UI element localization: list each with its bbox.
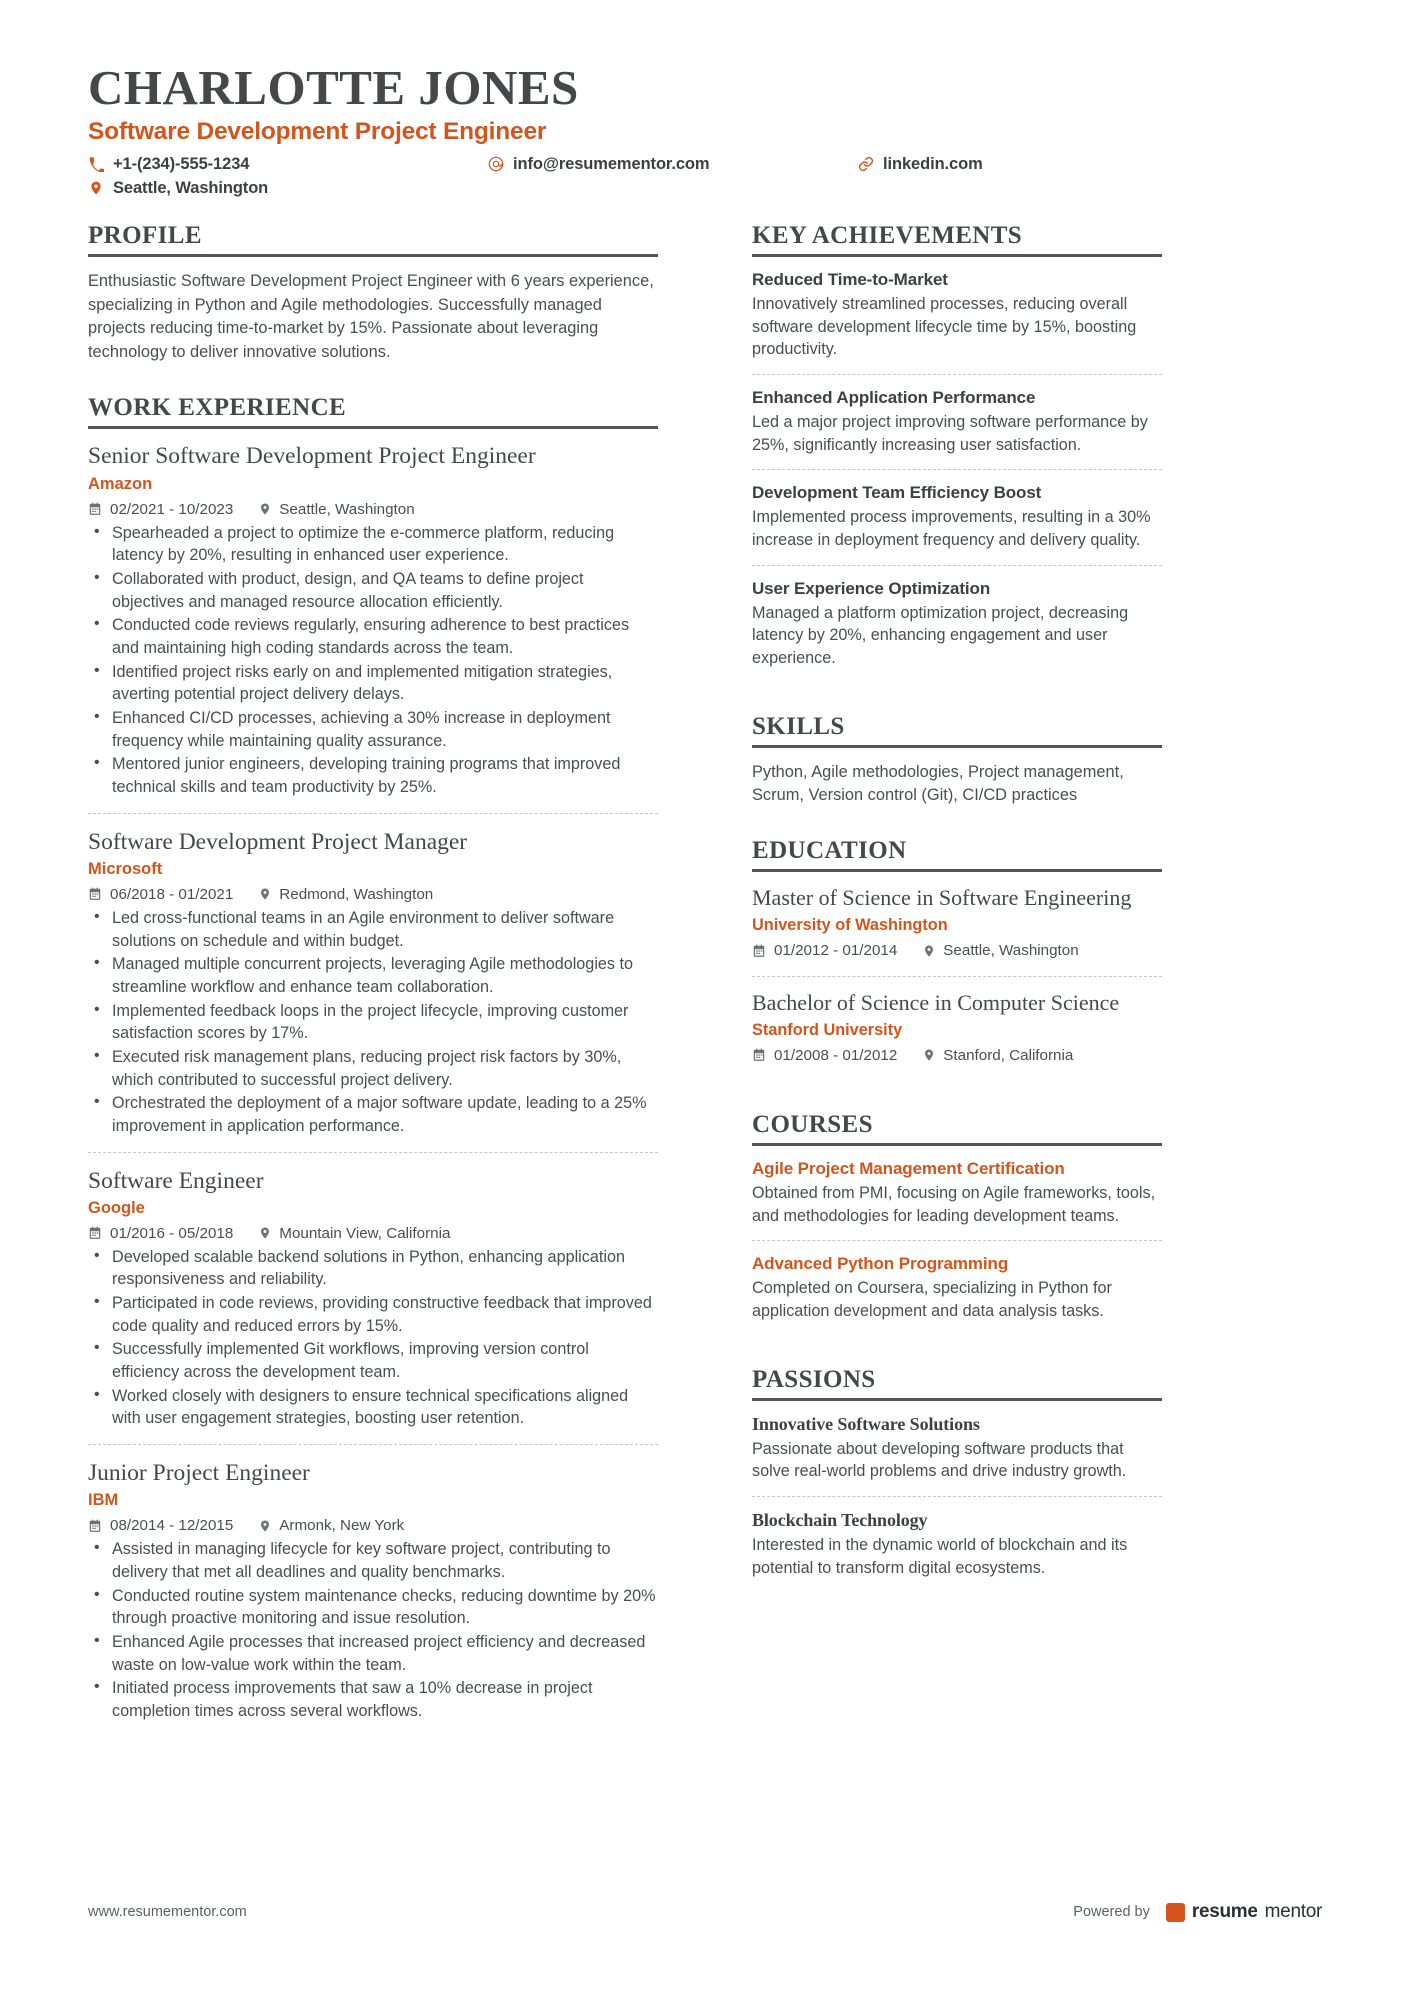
education-degree: Bachelor of Science in Computer Science [752, 990, 1120, 1016]
email-icon [488, 156, 504, 172]
education-dates [752, 1047, 897, 1064]
section-courses [752, 1111, 1162, 1336]
work-dates [88, 501, 233, 518]
location-icon [259, 502, 271, 516]
contact-linkedin[interactable] [858, 155, 1322, 174]
achievement-title: Reduced Time-to-Market [752, 269, 948, 289]
calendar-icon [88, 887, 102, 901]
achievement-item [752, 469, 1162, 564]
contact-location[interactable] [88, 179, 488, 198]
work-entry [88, 442, 658, 812]
work-company: Microsoft [88, 859, 163, 878]
work-meta [88, 1225, 658, 1242]
section-rule [752, 869, 1162, 872]
section-rule [752, 1398, 1162, 1401]
key-achievements-heading: KEY ACHIEVEMENTS [752, 221, 1023, 249]
candidate-name: CHARLOTTE JONES [88, 60, 579, 115]
section-work-experience [88, 394, 658, 1736]
link-icon [858, 156, 874, 172]
education-location-text: Stanford, California [943, 1046, 1074, 1064]
achievement-item [752, 270, 1162, 374]
education-entry [752, 885, 1162, 976]
achievement-text: Implemented process improvements, resulting in a 30% increase in deployment frequency and delivery quality. [752, 508, 1151, 549]
work-company: IBM [88, 1491, 119, 1510]
work-location [259, 1225, 450, 1242]
course-title: Agile Project Management Certification [752, 1158, 1065, 1178]
education-meta [752, 942, 1162, 959]
work-bullet: • Assisted in managing lifecycle for key software project, contributing to delivery that met all deadlines and quality benchmarks. [88, 1538, 658, 1583]
calendar-icon [88, 1519, 102, 1533]
section-education [752, 837, 1162, 1081]
left-column [88, 222, 668, 1737]
work-entry [88, 1444, 658, 1737]
candidate-job-title: Software Development Project Engineer [88, 117, 547, 145]
calendar-icon [88, 1226, 102, 1240]
passions-heading: PASSIONS [752, 1365, 876, 1393]
work-meta [88, 886, 658, 903]
work-bullet: • Worked closely with designers to ensure technical specifications aligned with user engagement strategies, boosting user retention. [88, 1385, 658, 1430]
passion-item [752, 1496, 1162, 1592]
location-icon [259, 1226, 271, 1240]
course-item [752, 1240, 1162, 1335]
work-entry [88, 1152, 658, 1445]
skills-heading: SKILLS [752, 712, 845, 740]
achievement-title: Enhanced Application Performance [752, 387, 1036, 407]
work-bullet: • Participated in code reviews, providing constructive feedback that improved code quality and reduced errors by 15%. [88, 1292, 658, 1337]
course-text: Obtained from PMI, focusing on Agile frameworks, tools, and methodologies for leading development teams. [752, 1183, 1156, 1225]
education-degree: Master of Science in Software Engineering [752, 885, 1132, 911]
work-dates-text: 01/2016 - 05/2018 [110, 1224, 234, 1242]
work-bullet: • Enhanced CI/CD processes, achieving a 30% increase in deployment frequency while maintaining quality assurance. [88, 707, 658, 752]
education-dates [752, 942, 897, 959]
education-school: Stanford University [752, 1020, 903, 1039]
profile-heading: PROFILE [88, 221, 202, 249]
work-bullet: • Managed multiple concurrent projects, leveraging Agile methodologies to streamline workflow and enhance team collaboration. [88, 953, 658, 998]
work-location-text: Mountain View, California [279, 1224, 451, 1242]
work-bullet: • Led cross-functional teams in an Agile environment to deliver software solutions on schedule and within budget. [88, 907, 658, 952]
education-location-text: Seattle, Washington [943, 942, 1079, 960]
work-company: Google [88, 1198, 145, 1217]
work-role: Junior Project Engineer [88, 1460, 310, 1487]
passion-text: Passionate about developing software products that solve real-world problems and drive industry growth. [752, 1439, 1127, 1481]
calendar-icon [752, 1048, 766, 1062]
work-bullet: • Successfully implemented Git workflows, improving version control efficiency across the development team. [88, 1338, 658, 1383]
achievement-text: Led a major project improving software performance by 25%, significantly increasing user satisfaction. [752, 412, 1148, 454]
education-entry [752, 976, 1162, 1081]
resumementor-logo [1166, 1901, 1322, 1923]
work-dates [88, 1225, 233, 1242]
work-experience-heading: WORK EXPERIENCE [88, 394, 347, 422]
work-location [259, 886, 433, 903]
work-location [259, 501, 414, 518]
work-bullet: • Implemented feedback loops in the project lifecycle, improving customer satisfaction scores by 17%. [88, 1000, 658, 1045]
work-location [259, 1517, 404, 1534]
work-bullets [88, 1538, 658, 1722]
calendar-icon [752, 944, 766, 958]
resume-header [88, 62, 1322, 198]
education-meta [752, 1047, 1162, 1064]
logo-thin-text: mentor [1264, 1901, 1322, 1922]
powered-by-label: Powered by [1073, 1904, 1150, 1920]
course-text: Completed on Coursera, specializing in Python for application development and data analysis tasks. [752, 1279, 1112, 1320]
section-rule [88, 426, 658, 429]
education-location [923, 942, 1078, 959]
work-dates-text: 02/2021 - 10/2023 [110, 500, 234, 518]
work-role: Software Engineer [88, 1167, 264, 1194]
achievement-title: Development Team Efficiency Boost [752, 483, 1042, 503]
passion-title: Blockchain Technology [752, 1509, 928, 1530]
work-bullet: • Conducted code reviews regularly, ensuring adherence to best practices and maintaining high coding standards across the team. [88, 614, 658, 659]
work-bullet: • Collaborated with product, design, and QA teams to define project objectives and managed resource allocation efficiently. [88, 568, 658, 613]
education-location [923, 1047, 1073, 1064]
contact-phone[interactable] [88, 155, 488, 174]
contact-info [88, 155, 1322, 198]
footer-website[interactable]: www.resumementor.com [88, 1904, 247, 1920]
contact-location-text: Seattle, Washington [113, 178, 269, 197]
section-rule [88, 254, 658, 257]
course-item [752, 1159, 1162, 1240]
resume-body [88, 222, 1322, 1737]
work-meta [88, 501, 658, 518]
section-skills [752, 713, 1162, 808]
work-bullet: • Orchestrated the deployment of a major software update, leading to a 25% improvement in application performance. [88, 1092, 658, 1137]
section-rule [752, 254, 1162, 257]
education-dates-text: 01/2008 - 01/2012 [774, 1046, 898, 1064]
section-key-achievements [752, 222, 1162, 683]
work-bullets [88, 522, 658, 799]
calendar-icon [88, 502, 102, 516]
achievement-title: User Experience Optimization [752, 578, 991, 598]
profile-text: Enthusiastic Software Development Project Engineer with 6 years experience, specializing in Python and Agile methodologies. Successfully managed projects reducing time-to-market by 15%. Passionate about leveraging technology to deliver innovative solutions. [88, 271, 654, 361]
location-icon [88, 180, 104, 196]
course-title: Advanced Python Programming [752, 1254, 1009, 1274]
achievement-item [752, 565, 1162, 683]
work-dates-text: 06/2018 - 01/2021 [110, 885, 234, 903]
education-school: University of Washington [752, 916, 948, 935]
work-bullet: • Mentored junior engineers, developing training programs that improved technical skills and team productivity by 25%. [88, 753, 658, 798]
work-bullet: • Executed risk management plans, reducing project risk factors by 30%, which contributed to successful project delivery. [88, 1046, 658, 1091]
work-bullet: • Initiated process improvements that saw a 10% decrease in project completion times across several workflows. [88, 1677, 658, 1722]
courses-heading: COURSES [752, 1110, 873, 1138]
work-entry [88, 813, 658, 1152]
contact-linkedin-text: linkedin.com [883, 154, 983, 173]
footer-branding [1073, 1901, 1322, 1923]
work-bullet: • Conducted routine system maintenance checks, reducing downtime by 20% through proactive monitoring and issue resolution. [88, 1585, 658, 1630]
passion-text: Interested in the dynamic world of blockchain and its potential to transform digital ecosystems. [752, 1535, 1128, 1577]
education-dates-text: 01/2012 - 01/2014 [774, 942, 898, 960]
achievement-item [752, 374, 1162, 469]
section-rule [752, 1143, 1162, 1146]
work-meta [88, 1517, 658, 1534]
work-bullet: • Identified project risks early on and implemented mitigation strategies, averting potential project delivery delays. [88, 661, 658, 706]
location-icon [259, 1519, 271, 1533]
education-heading: EDUCATION [752, 837, 907, 865]
work-dates [88, 1517, 233, 1534]
work-dates [88, 886, 233, 903]
phone-icon [88, 157, 104, 172]
achievement-text: Managed a platform optimization project, decreasing latency by 20%, enhancing engagement and user experience. [752, 603, 1129, 667]
achievement-text: Innovatively streamlined processes, reducing overall software development lifecycle time by 15%, boosting productivity. [752, 294, 1137, 359]
work-company: Amazon [88, 474, 153, 493]
passion-title: Innovative Software Solutions [752, 1413, 980, 1434]
work-role: Senior Software Development Project Engineer [88, 443, 536, 470]
contact-email[interactable] [488, 155, 858, 174]
location-icon [259, 887, 271, 901]
section-profile [88, 222, 658, 365]
work-location-text: Redmond, Washington [279, 885, 434, 903]
contact-email-text: info@resumementor.com [513, 154, 710, 173]
work-bullets [88, 1246, 658, 1430]
work-role: Software Development Project Manager [88, 828, 468, 855]
location-icon [923, 944, 935, 958]
logo-bold-text: resume [1191, 1901, 1258, 1922]
work-dates-text: 08/2014 - 12/2015 [110, 1517, 234, 1535]
logo-mark-icon [1166, 1903, 1185, 1922]
work-bullet: • Enhanced Agile processes that increased project efficiency and decreased waste on low-value work within the team. [88, 1631, 658, 1676]
page-footer [88, 1901, 1322, 1923]
work-location-text: Seattle, Washington [279, 500, 415, 518]
location-icon [923, 1048, 935, 1062]
work-location-text: Armonk, New York [279, 1517, 405, 1535]
work-bullet: • Developed scalable backend solutions in Python, enhancing application responsiveness and reliability. [88, 1246, 658, 1291]
skills-text: Python, Agile methodologies, Project management, Scrum, Version control (Git), CI/CD practices [752, 762, 1124, 804]
work-bullets [88, 907, 658, 1138]
section-rule [752, 745, 1162, 748]
work-bullet: • Spearheaded a project to optimize the e-commerce platform, reducing latency by 20%, resulting in enhanced user experience. [88, 522, 658, 567]
section-passions [752, 1366, 1162, 1593]
right-column [752, 222, 1162, 1592]
contact-phone-text: +1-(234)-555-1234 [113, 154, 250, 173]
passion-item [752, 1414, 1162, 1496]
